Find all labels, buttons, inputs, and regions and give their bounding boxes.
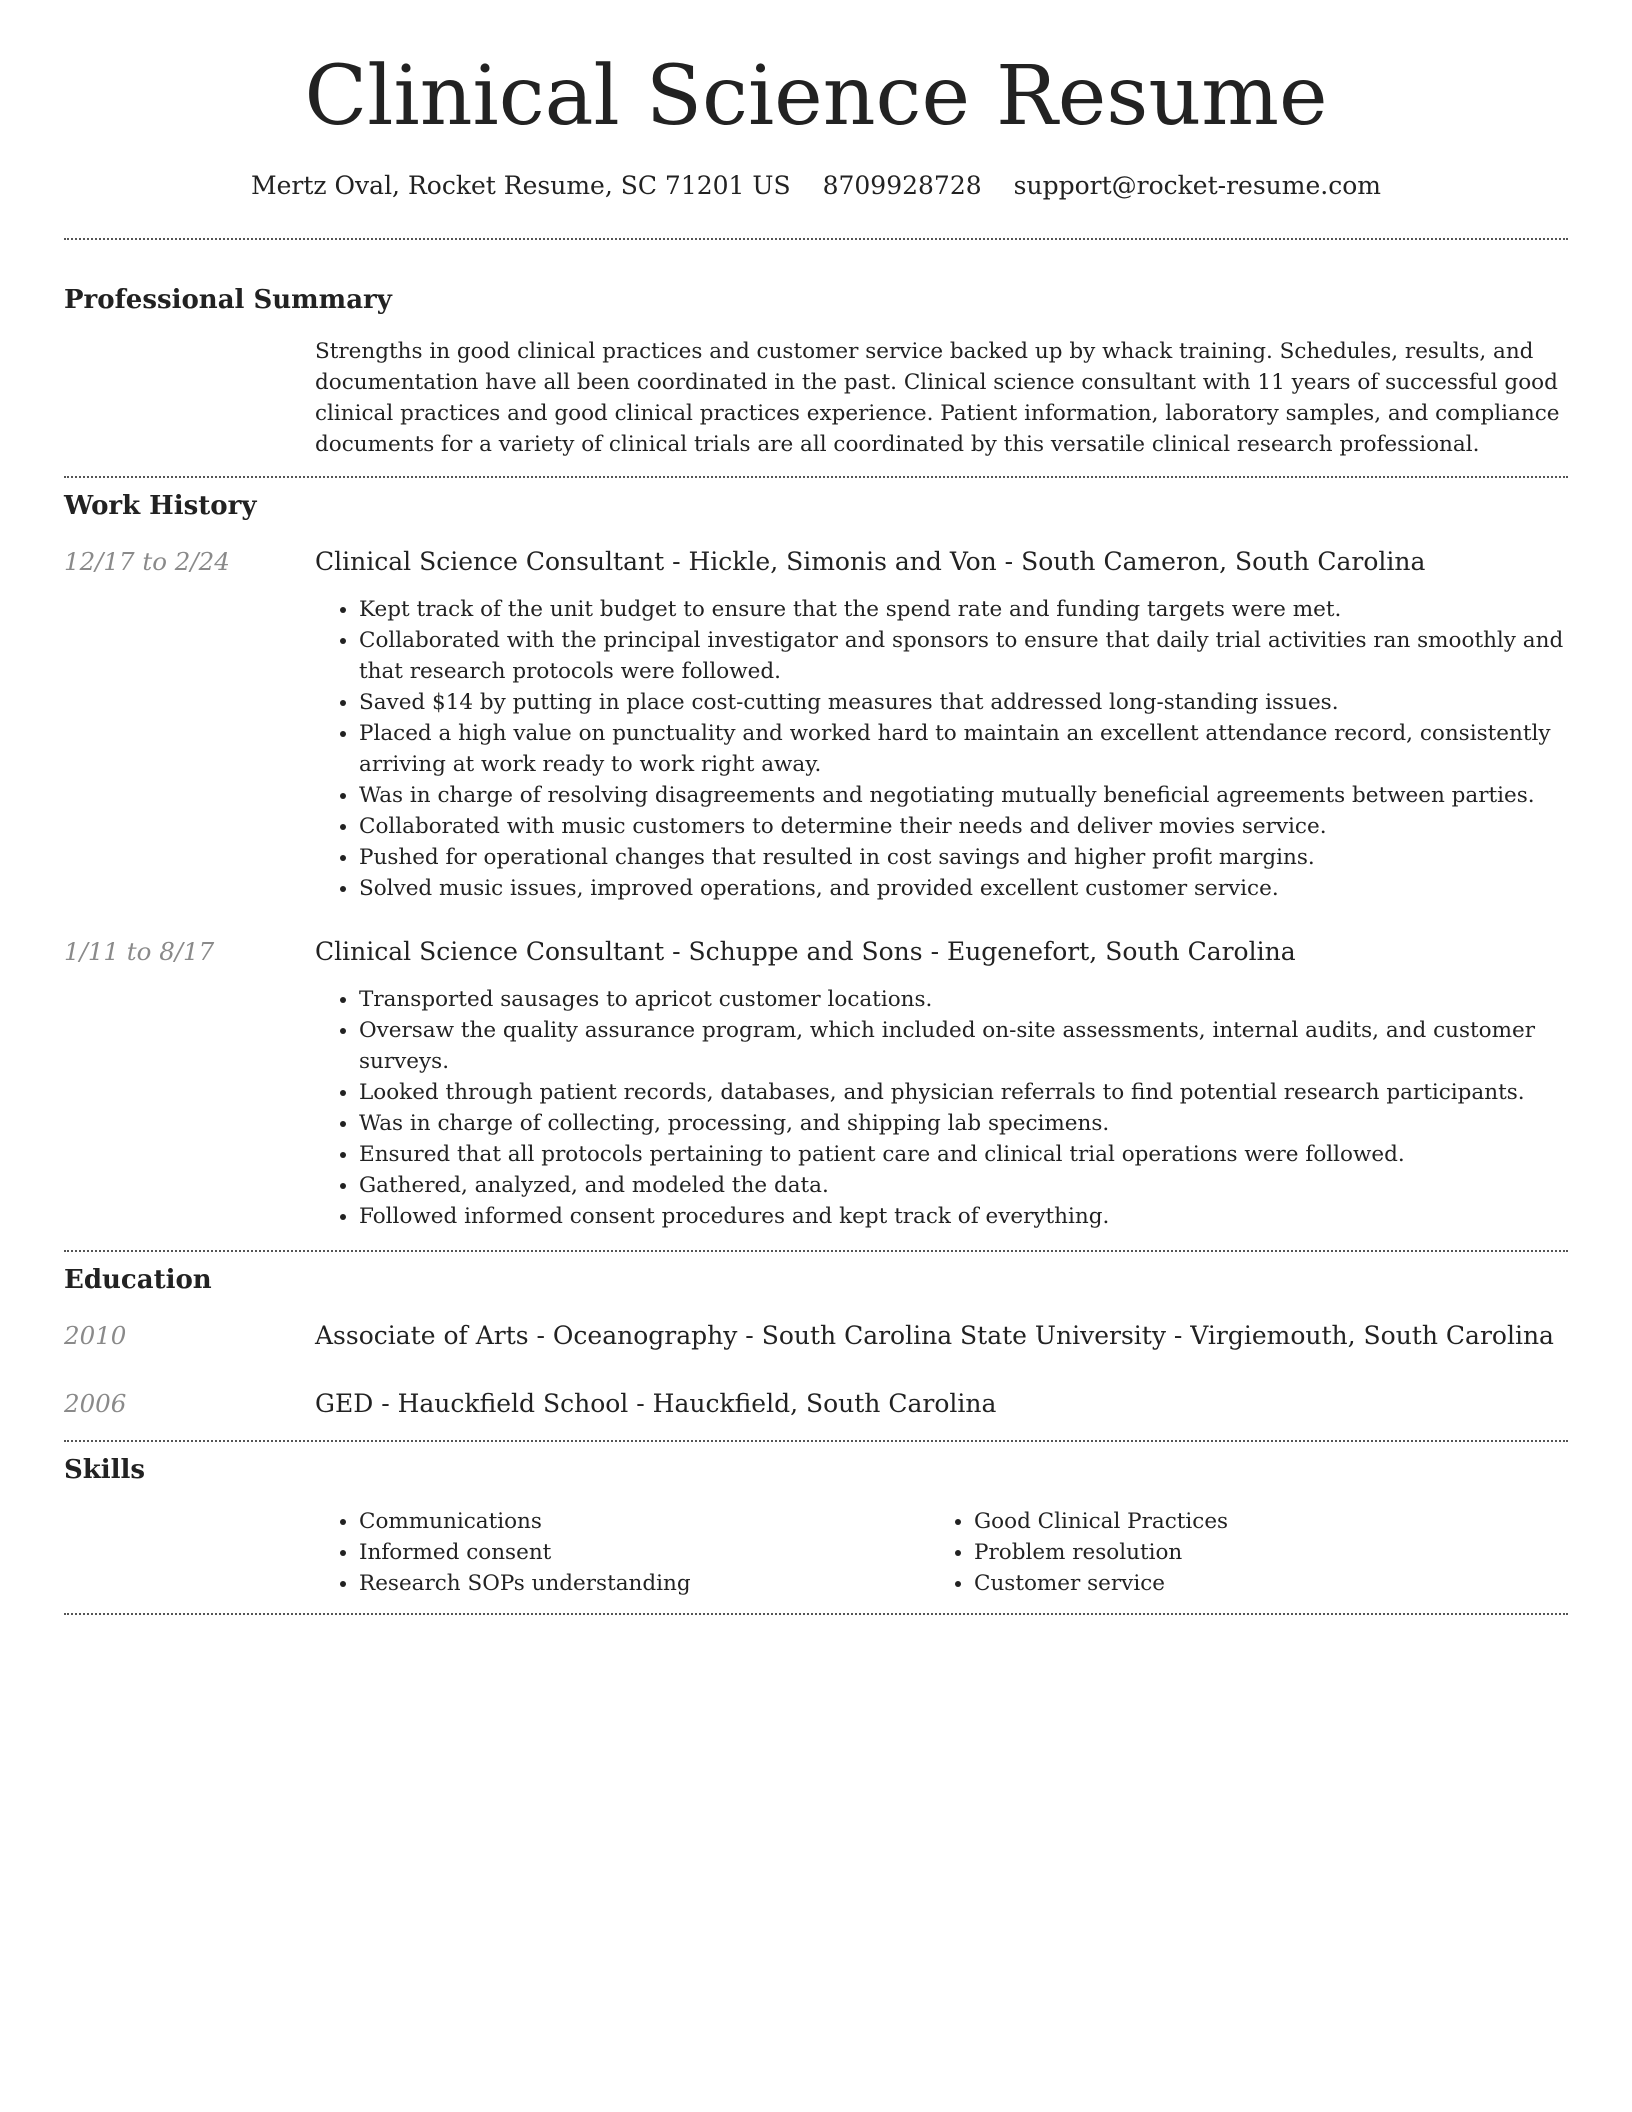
contact-line	[64, 168, 1568, 204]
resume-title: Clinical Science Resume	[304, 49, 1328, 144]
education-entry	[64, 1318, 1568, 1354]
list-item: • Problem resolution	[974, 1537, 1574, 1568]
list-item: • Customer service	[974, 1568, 1574, 1599]
skills-column-left	[315, 1506, 930, 1599]
list-item: • Placed a high value on punctuality and worked hard to maintain an excellent attendance record, consistently arriving at work ready to work right away.	[359, 718, 1568, 780]
skills-heading: Skills	[64, 1455, 146, 1485]
list-item: • Ensured that all protocols pertaining to patient care and clinical trial operations were followed.	[359, 1139, 1568, 1170]
list-item: • Saved $14 by putting in place cost-cutting measures that addressed long-standing issues.	[359, 687, 1568, 718]
section-divider	[64, 1613, 1568, 1615]
resume-header	[64, 0, 1568, 204]
list-item: • Was in charge of resolving disagreements and negotiating mutually beneficial agreements between parties.	[359, 780, 1568, 811]
list-item: • Followed informed consent procedures and kept track of everything.	[359, 1201, 1568, 1232]
summary-heading: Professional Summary	[64, 285, 392, 315]
job-dates: 12/17 to 2/24	[64, 547, 230, 576]
list-item: • Research SOPs understanding	[359, 1568, 930, 1599]
resume-page	[64, 0, 1568, 1615]
list-item: • Transported sausages to apricot customer locations.	[359, 984, 1568, 1015]
job-dates: 1/11 to 8/17	[64, 937, 215, 966]
list-item: • Collaborated with music customers to determine their needs and deliver movies service.	[359, 811, 1568, 842]
education-heading: Education	[64, 1265, 212, 1295]
job-entry	[64, 544, 1568, 904]
skills-column-right	[930, 1506, 1574, 1599]
list-item: • Communications	[359, 1506, 930, 1537]
work-history-section	[64, 478, 1568, 1250]
job-entry	[64, 934, 1568, 1250]
list-item: • Solved music issues, improved operations, and provided excellent customer service.	[359, 873, 1568, 904]
job-title: Clinical Science Consultant - Schuppe and Sons - Eugenefort, South Carolina	[315, 937, 1296, 966]
education-section	[64, 1252, 1568, 1440]
job-bullets	[315, 594, 1568, 904]
education-year: 2010	[64, 1321, 127, 1350]
summary-text: Strengths in good clinical practices and customer service backed up by whack training. Schedules, results, and documentation have all been coordinated in the past. Clinical science consultant with 11 years of successful good clinical practices and good clinical practices experience. Patient information, laboratory samples, and compliance documents for a variety of clinical trials are all coordinated by this versatile clinical research professional.	[315, 339, 1560, 457]
list-item: • Pushed for operational changes that resulted in cost savings and higher profit margins.	[359, 842, 1568, 873]
list-item: • Kept track of the unit budget to ensure that the spend rate and funding targets were met.	[359, 594, 1568, 625]
contact-email: support@rocket-resume.com	[1013, 171, 1381, 200]
list-item: • Was in charge of collecting, processing, and shipping lab specimens.	[359, 1108, 1568, 1139]
list-item: • Good Clinical Practices	[974, 1506, 1574, 1537]
education-year: 2006	[64, 1389, 127, 1418]
list-item: • Oversaw the quality assurance program, which included on-site assessments, internal audits, and customer surveys.	[359, 1015, 1568, 1077]
skills-section	[64, 1442, 1568, 1613]
skills-list	[315, 1488, 1574, 1613]
education-entry	[64, 1386, 1568, 1440]
education-degree: GED - Hauckfield School - Hauckfield, South Carolina	[315, 1389, 997, 1418]
work-history-heading: Work History	[64, 491, 257, 521]
list-item: • Collaborated with the principal investigator and sponsors to ensure that daily trial activities ran smoothly and that research protocols were followed.	[359, 625, 1568, 687]
professional-summary-section	[64, 240, 1568, 476]
contact-address: Mertz Oval, Rocket Resume, SC 71201 US	[251, 171, 791, 200]
education-degree: Associate of Arts - Oceanography - South Carolina State University - Virgiemouth, South Carolina	[315, 1321, 1554, 1350]
contact-phone: 8709928728	[822, 171, 982, 200]
list-item: • Informed consent	[359, 1537, 930, 1568]
job-title: Clinical Science Consultant - Hickle, Simonis and Von - South Cameron, South Carolina	[315, 547, 1426, 576]
list-item: • Looked through patient records, databases, and physician referrals to find potential research participants.	[359, 1077, 1568, 1108]
job-bullets	[315, 984, 1568, 1232]
list-item: • Gathered, analyzed, and modeled the data.	[359, 1170, 1568, 1201]
